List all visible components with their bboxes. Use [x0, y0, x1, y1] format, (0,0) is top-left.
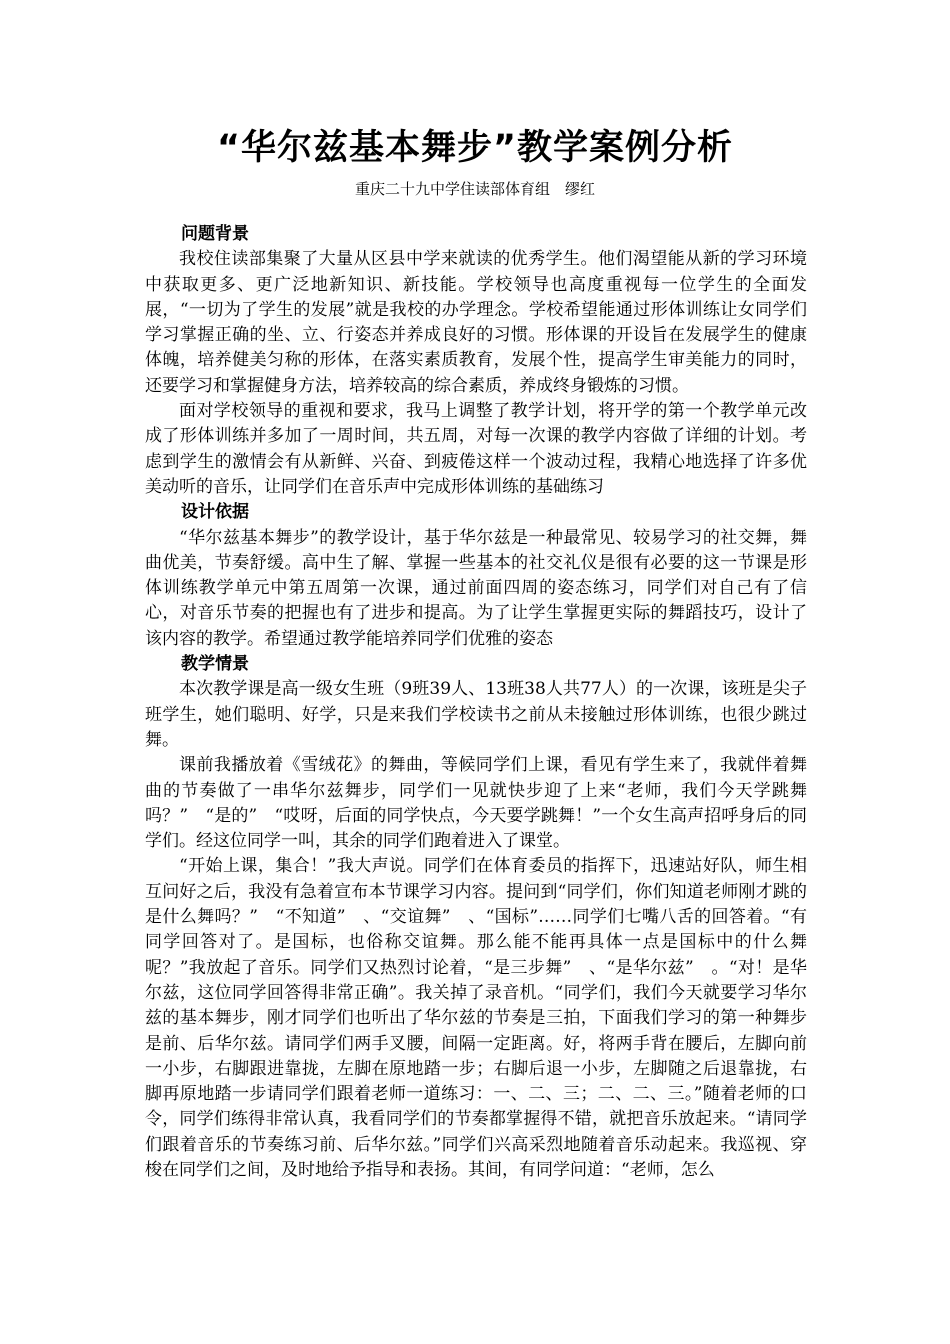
document-body — [145, 222, 807, 1183]
section-heading: 问题背景 — [181, 224, 249, 244]
paragraph: “开始上课，集合！”我大声说。同学们在体育委员的指挥下，迅速站好队，师生相互问好之后，我没有急着宣布本节课学习内容。提问到“同学们，你们知道老师刚才跳的是什么舞吗？” “不知道” 、“交谊舞” 、“国标”……同学们七嘴八舌的回答着。“有同学回答对了。是国标，也俗称交谊舞。那么能不能再具体一点是国标中的什么舞呢？”我放起了音乐。同学们又热烈讨论着，“是三步舞” 、“是华尔兹” 。“对！是华尔兹，这位同学回答得非常正确”。我关掉了录音机。“同学们，我们今天就要学习华尔兹的基本舞步，刚才同学们也听出了华尔兹的节奏是三拍，下面我们学习的第一种舞步是前、后华尔兹。请同学们两手叉腰，间隔一定距离。好，将两手背在腰后，左脚向前一小步，右脚跟进靠拢，左脚在原地踏一步；右脚后退一小步，左脚随之后退靠拢，右脚再原地踏一步请同学们跟着老师一道练习：一、二、三；二、二、三。”随着老师的口令，同学们练得非常认真，我看同学们的节奏都掌握得不错，就把音乐放起来。“请同学们跟着音乐的节奏练习前、后华尔兹。”同学们兴高采烈地随着音乐动起来。我巡视、穿梭在同学们之间，及时地给予指导和表扬。其间，有同学问道：“老师，怎么 — [145, 856, 807, 1180]
paragraph: 本次教学课是高一级女生班（9班39人、13班38人共77人）的一次课，该班是尖子班学生，她们聪明、好学，只是来我们学校读书之前从未接触过形体训练，也很少跳过舞。 — [145, 679, 807, 750]
section-heading: 教学情景 — [181, 654, 249, 675]
document-subtitle: 重庆二十九中学住读部体育组 缪红 — [354, 180, 595, 198]
section-teaching-scene — [145, 652, 807, 1183]
document-title: “华尔兹基本舞步”教学案例分析 — [216, 128, 733, 168]
paragraph: 面对学校领导的重视和要求，我马上调整了教学计划，将开学的第一个教学单元改成了形体训练并多加了一周时间，共五周，对每一次课的教学内容做了详细的计划。考虑到学生的激情会有从新鲜、兴奋、到疲倦这样一个波动过程，我精心地选择了许多优美动听的音乐，让同学们在音乐声中完成形体训练的基础练习 — [145, 401, 807, 497]
paragraph: 课前我播放着《雪绒花》的舞曲，等候同学们上课，看见有学生来了，我就伴着舞曲的节奏做了一串华尔兹舞步，同学们一见就快步迎了上来“老师，我们今天学跳舞吗？” “是的” “哎呀，后面的同学快点，今天要学跳舞！”一个女生高声招呼身后的同学们。经这位同学一叫，其余的同学们跑着进入了课堂。 — [145, 755, 807, 852]
section-heading: 设计依据 — [181, 502, 249, 523]
section-background — [145, 222, 807, 500]
section-design-basis — [145, 500, 807, 652]
paragraph: “华尔兹基本舞步”的教学设计，基于华尔兹是一种最常见、较易学习的社交舞，舞曲优美，节奏舒缓。高中生了解、掌握一些基本的社交礼仪是很有必要的这一节课是形体训练教学单元中第五周第一次课，通过前面四周的姿态练习，同学们对自己有了信心，对音乐节奏的把握也有了进步和提高。为了让学生掌握更实际的舞蹈技巧，设计了该内容的教学。希望通过教学能培养同学们优雅的姿态 — [145, 527, 807, 649]
paragraph: 我校住读部集聚了大量从区县中学来就读的优秀学生。他们渴望能从新的学习环境中获取更多、更广泛地新知识、新技能。学校领导也高度重视每一位学生的全面发展，“一切为了学生的发展”就是我校的办学理念。学校希望能通过形体训练让女同学们学习掌握正确的坐、立、行姿态并养成良好的习惯。形体课的开设旨在发展学生的健康体魄，培养健美匀称的形体，在落实素质教育，发展个性，提高学生审美能力的同时，还要学习和掌握健身方法，培养较高的综合素质，养成终身锻炼的习惯。 — [145, 249, 807, 396]
